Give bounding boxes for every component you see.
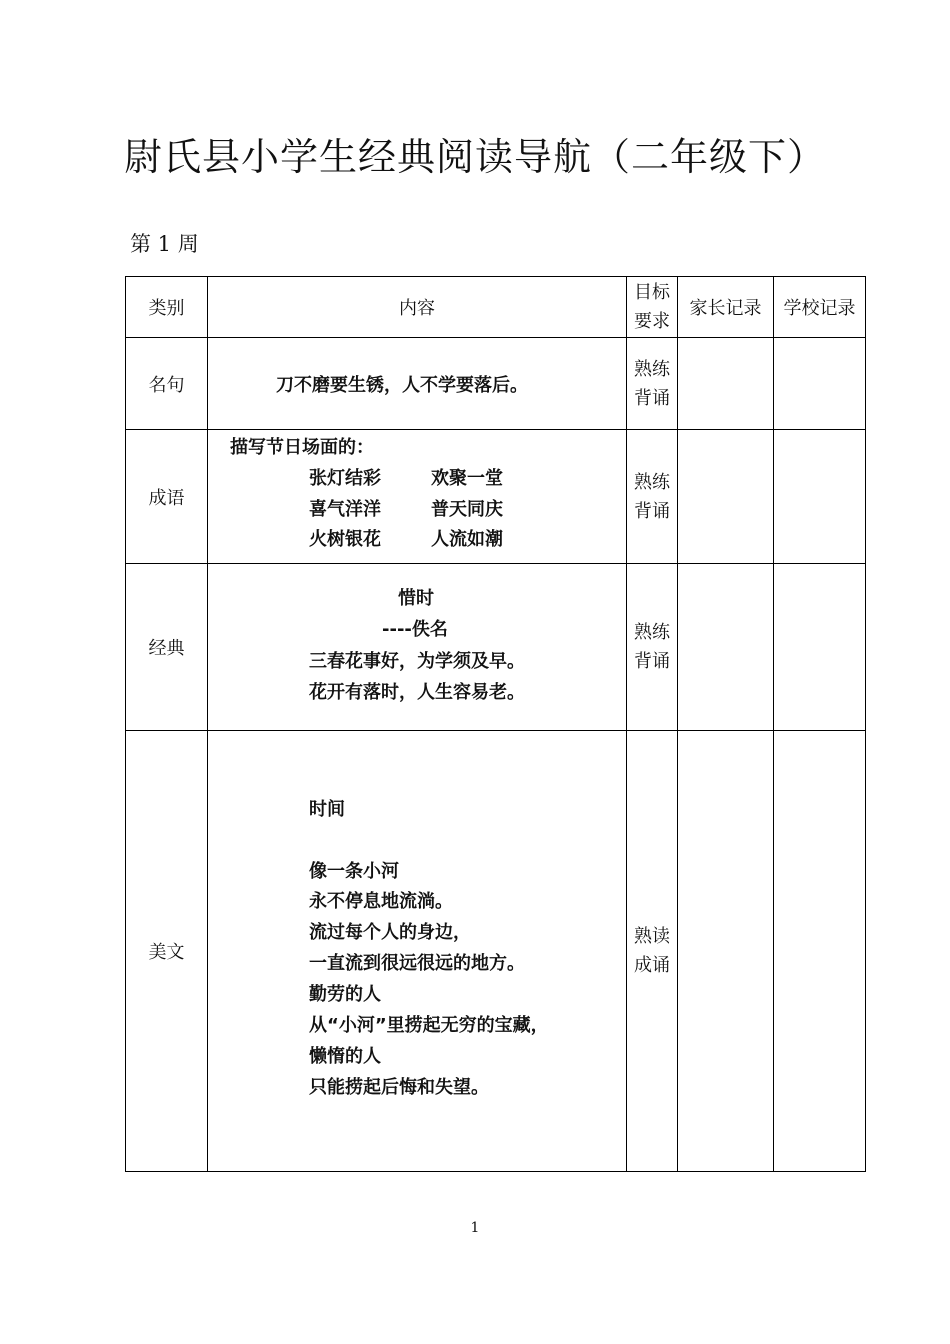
content-line: 火树银花 [309,529,381,550]
content-line: 从“小河”里捞起无穷的宝藏， [309,1015,549,1036]
header-parent: 家长记录 [678,277,774,338]
content-line: 只能捞起后悔和失望。 [309,1077,489,1098]
content-line: 像一条小河 [309,861,399,882]
header-category: 类别 [126,277,208,338]
header-content: 内容 [208,277,627,338]
school-record-cell[interactable] [774,338,866,430]
content-line: 惜时 [398,588,434,609]
content-line: 三春花事好，为学须及早。 [309,651,525,672]
school-record-cell[interactable] [774,430,866,564]
row-requirement [627,731,678,1172]
table-row [126,564,866,731]
header-school: 学校记录 [774,277,866,338]
table-row [126,430,866,564]
parent-record-cell[interactable] [678,731,774,1172]
req-line: 背诵 [634,500,670,522]
row-requirement [627,338,678,430]
header-target-line1: 目标 [634,282,670,303]
parent-record-cell[interactable] [678,338,774,430]
content-line: 描写节日场面的： [230,437,374,458]
content-line: 时间 [309,799,345,820]
week-label: 第 1 周 [130,232,199,256]
row-content [208,338,627,430]
req-line: 熟练 [634,358,670,380]
page-title: 尉氏县小学生经典阅读导航（二年级下） [123,135,826,179]
row-content [208,430,627,564]
header-target-line2: 要求 [634,311,670,332]
table-row [126,338,866,430]
page-number: 1 [470,1220,480,1236]
req-line: 熟练 [634,471,670,493]
content-line: 人流如潮 [431,529,503,550]
req-line: 熟练 [634,622,670,643]
reading-table [125,276,866,1172]
req-line: 背诵 [634,387,670,409]
content-line: 喜气洋洋 [309,499,381,520]
row-content [208,731,627,1172]
row-content [208,564,627,731]
row-requirement [627,564,678,731]
row-category: 美文 [126,731,208,1172]
school-record-cell[interactable] [774,564,866,731]
content-line: 刀不磨要生锈，人不学要落后。 [276,375,528,396]
table-header-row [126,277,866,338]
content-line: 普天同庆 [431,499,503,520]
row-requirement [627,430,678,564]
content-line: 永不停息地流淌。 [309,891,453,912]
row-category: 成语 [126,430,208,564]
content-line: 勤劳的人 [309,984,381,1005]
row-category: 经典 [126,564,208,731]
req-line: 熟读 [634,926,670,947]
content-line: 懒惰的人 [309,1046,381,1067]
content-line: ----佚名 [382,619,448,640]
header-target [627,277,678,338]
content-line: 张灯结彩 [309,468,381,489]
content-line: 一直流到很远很远的地方。 [309,953,525,974]
parent-record-cell[interactable] [678,564,774,731]
parent-record-cell[interactable] [678,430,774,564]
school-record-cell[interactable] [774,731,866,1172]
req-line: 成诵 [634,955,670,976]
table-row [126,731,866,1172]
content-line: 花开有落时，人生容易老。 [309,682,525,703]
req-line: 背诵 [634,651,670,672]
row-category: 名句 [126,338,208,430]
content-line: 流过每个人的身边， [309,922,471,943]
content-line: 欢聚一堂 [431,468,503,489]
